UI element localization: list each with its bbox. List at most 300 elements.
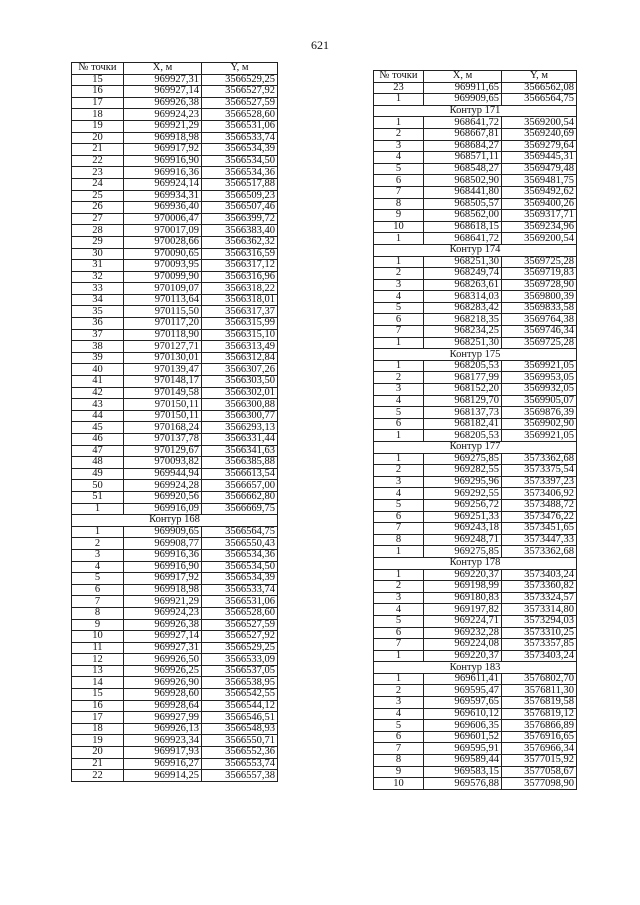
y-coordinate-cell: 3566534,36 xyxy=(202,549,278,561)
y-coordinate-cell: 3569479,48 xyxy=(502,163,577,175)
x-coordinate-cell: 969917,92 xyxy=(124,144,202,156)
y-coordinate-cell: 3566613,54 xyxy=(202,468,278,480)
table-row xyxy=(374,291,577,303)
table-row xyxy=(72,248,278,260)
x-coordinate-cell: 968571,11 xyxy=(424,152,502,164)
point-number-cell: 23 xyxy=(374,82,424,94)
y-coordinate-cell: 3573375,54 xyxy=(502,465,577,477)
table-row xyxy=(72,735,278,747)
point-number-cell: 44 xyxy=(72,410,124,422)
table-row xyxy=(374,175,577,187)
y-coordinate-cell: 3569240,69 xyxy=(502,128,577,140)
point-number-cell: 3 xyxy=(374,476,424,488)
table-row xyxy=(374,407,577,419)
contour-header-row xyxy=(374,105,577,117)
contour-label: Контур 171 xyxy=(374,105,577,117)
table-row xyxy=(374,326,577,338)
y-coordinate-cell: 3569905,07 xyxy=(502,395,577,407)
y-coordinate-cell: 3566528,60 xyxy=(202,109,278,121)
y-coordinate-cell: 3566362,32 xyxy=(202,236,278,248)
table-row xyxy=(72,74,278,86)
y-coordinate-cell: 3569317,71 xyxy=(502,210,577,222)
x-coordinate-cell: 969927,14 xyxy=(124,631,202,643)
table-row xyxy=(72,399,278,411)
point-number-cell: 10 xyxy=(72,631,124,643)
x-coordinate-cell: 969908,77 xyxy=(124,538,202,550)
point-number-cell: 1 xyxy=(72,503,124,515)
table-row xyxy=(374,755,577,767)
point-number-cell: 15 xyxy=(72,689,124,701)
x-coordinate-cell: 970168,24 xyxy=(124,422,202,434)
point-number-cell: 38 xyxy=(72,341,124,353)
table-row xyxy=(72,306,278,318)
table-row xyxy=(374,268,577,280)
table-row xyxy=(374,128,577,140)
x-coordinate-cell: 969275,85 xyxy=(424,453,502,465)
y-coordinate-cell: 3577058,67 xyxy=(502,766,577,778)
y-coordinate-cell: 3569728,90 xyxy=(502,279,577,291)
x-coordinate-cell: 969295,96 xyxy=(424,476,502,488)
table-row xyxy=(72,410,278,422)
y-coordinate-cell: 3566307,26 xyxy=(202,364,278,376)
point-number-cell: 6 xyxy=(374,418,424,430)
point-number-cell: 3 xyxy=(374,279,424,291)
point-number-cell: 19 xyxy=(72,735,124,747)
y-coordinate-cell: 3573324,57 xyxy=(502,592,577,604)
table-row xyxy=(72,677,278,689)
y-coordinate-cell: 3566552,36 xyxy=(202,747,278,759)
y-coordinate-cell: 3569400,26 xyxy=(502,198,577,210)
point-number-cell: 22 xyxy=(72,770,124,782)
table-row xyxy=(374,604,577,616)
point-number-cell: 30 xyxy=(72,248,124,260)
y-coordinate-cell: 3566509,23 xyxy=(202,190,278,202)
x-coordinate-cell: 969927,14 xyxy=(124,86,202,98)
y-coordinate-cell: 3566534,50 xyxy=(202,155,278,167)
y-coordinate-cell: 3566550,71 xyxy=(202,735,278,747)
point-number-cell: 4 xyxy=(374,708,424,720)
x-coordinate-cell: 969916,36 xyxy=(124,167,202,179)
point-number-cell: 21 xyxy=(72,144,124,156)
x-coordinate-cell: 969936,40 xyxy=(124,202,202,214)
point-number-cell: 4 xyxy=(374,395,424,407)
point-number-cell: 5 xyxy=(72,573,124,585)
point-number-cell: 14 xyxy=(72,677,124,689)
y-coordinate-cell: 3569833,58 xyxy=(502,302,577,314)
table-row xyxy=(72,619,278,631)
table-row xyxy=(72,631,278,643)
x-coordinate-cell: 970017,09 xyxy=(124,225,202,237)
table-row xyxy=(374,569,577,581)
y-coordinate-cell: 3566316,96 xyxy=(202,271,278,283)
point-number-cell: 34 xyxy=(72,294,124,306)
table-row xyxy=(72,318,278,330)
table-row xyxy=(72,468,278,480)
table-row xyxy=(72,526,278,538)
y-coordinate-cell: 3566312,84 xyxy=(202,352,278,364)
y-coordinate-cell: 3566315,99 xyxy=(202,318,278,330)
y-coordinate-cell: 3566546,51 xyxy=(202,712,278,724)
x-coordinate-cell: 968234,25 xyxy=(424,326,502,338)
y-coordinate-cell: 3566548,93 xyxy=(202,723,278,735)
y-coordinate-cell: 3566534,39 xyxy=(202,573,278,585)
y-coordinate-cell: 3566531,06 xyxy=(202,596,278,608)
x-coordinate-cell: 969916,90 xyxy=(124,561,202,573)
page-number: 621 xyxy=(311,38,329,52)
x-coordinate-cell: 968441,80 xyxy=(424,186,502,198)
x-coordinate-cell: 969926,38 xyxy=(124,97,202,109)
y-coordinate-cell: 3566316,59 xyxy=(202,248,278,260)
point-number-cell: 7 xyxy=(72,596,124,608)
point-number-cell: 21 xyxy=(72,758,124,770)
contour-label: Контур 183 xyxy=(374,662,577,674)
header-x: X, м xyxy=(424,71,502,83)
point-number-cell: 1 xyxy=(374,546,424,558)
x-coordinate-cell: 969198,99 xyxy=(424,581,502,593)
y-coordinate-cell: 3573488,72 xyxy=(502,499,577,511)
point-number-cell: 1 xyxy=(374,430,424,442)
point-number-cell: 8 xyxy=(72,607,124,619)
point-number-cell: 1 xyxy=(374,117,424,129)
y-coordinate-cell: 3576866,89 xyxy=(502,720,577,732)
table-row xyxy=(374,743,577,755)
point-number-cell: 5 xyxy=(374,615,424,627)
x-coordinate-cell: 969921,29 xyxy=(124,596,202,608)
x-coordinate-cell: 969220,37 xyxy=(424,569,502,581)
contour-header-row xyxy=(374,662,577,674)
point-number-cell: 3 xyxy=(72,549,124,561)
x-coordinate-cell: 969909,65 xyxy=(124,526,202,538)
y-coordinate-cell: 3566302,01 xyxy=(202,387,278,399)
point-number-cell: 4 xyxy=(374,488,424,500)
point-number-cell: 28 xyxy=(72,225,124,237)
table-row xyxy=(374,221,577,233)
y-coordinate-cell: 3566341,63 xyxy=(202,445,278,457)
point-number-cell: 50 xyxy=(72,480,124,492)
table-row xyxy=(374,140,577,152)
y-coordinate-cell: 3566534,36 xyxy=(202,167,278,179)
contour-header-row xyxy=(72,515,278,527)
table-row xyxy=(72,283,278,295)
table-row xyxy=(374,186,577,198)
y-coordinate-cell: 3566527,59 xyxy=(202,97,278,109)
y-coordinate-cell: 3569876,39 xyxy=(502,407,577,419)
point-number-cell: 10 xyxy=(374,778,424,790)
point-number-cell: 36 xyxy=(72,318,124,330)
x-coordinate-cell: 970127,71 xyxy=(124,341,202,353)
point-number-cell: 39 xyxy=(72,352,124,364)
table-row xyxy=(374,279,577,291)
point-number-cell: 25 xyxy=(72,190,124,202)
y-coordinate-cell: 3569725,28 xyxy=(502,337,577,349)
x-coordinate-cell: 968641,72 xyxy=(424,233,502,245)
point-number-cell: 24 xyxy=(72,178,124,190)
header-point-number: № точки xyxy=(72,63,124,75)
point-number-cell: 2 xyxy=(374,465,424,477)
point-number-cell: 45 xyxy=(72,422,124,434)
x-coordinate-cell: 969927,31 xyxy=(124,74,202,86)
point-number-cell: 2 xyxy=(72,538,124,550)
point-number-cell: 3 xyxy=(374,384,424,396)
table-row xyxy=(72,376,278,388)
table-row xyxy=(374,766,577,778)
point-number-cell: 1 xyxy=(374,650,424,662)
x-coordinate-cell: 970129,67 xyxy=(124,445,202,457)
table-row xyxy=(72,236,278,248)
x-coordinate-cell: 968251,30 xyxy=(424,337,502,349)
table-row xyxy=(374,546,577,558)
table-row xyxy=(72,260,278,272)
x-coordinate-cell: 969275,85 xyxy=(424,546,502,558)
x-coordinate-cell: 968684,27 xyxy=(424,140,502,152)
table-row xyxy=(72,445,278,457)
y-coordinate-cell: 3566562,08 xyxy=(502,82,577,94)
table-row xyxy=(374,384,577,396)
x-coordinate-cell: 969589,44 xyxy=(424,755,502,767)
table-row xyxy=(374,581,577,593)
table-row xyxy=(374,534,577,546)
point-number-cell: 8 xyxy=(374,534,424,546)
x-coordinate-cell: 968129,70 xyxy=(424,395,502,407)
contour-label: Контур 174 xyxy=(374,244,577,256)
y-coordinate-cell: 3566529,25 xyxy=(202,642,278,654)
table-row xyxy=(72,596,278,608)
table-row xyxy=(72,132,278,144)
contour-header-row xyxy=(374,244,577,256)
x-coordinate-cell: 969251,33 xyxy=(424,511,502,523)
point-number-cell: 41 xyxy=(72,376,124,388)
x-coordinate-cell: 969917,92 xyxy=(124,573,202,585)
x-coordinate-cell: 969926,90 xyxy=(124,677,202,689)
point-number-cell: 8 xyxy=(374,198,424,210)
x-coordinate-cell: 969180,83 xyxy=(424,592,502,604)
y-coordinate-cell: 3573310,25 xyxy=(502,627,577,639)
table-row xyxy=(72,758,278,770)
table-row xyxy=(374,152,577,164)
point-number-cell: 1 xyxy=(374,360,424,372)
y-coordinate-cell: 3566507,46 xyxy=(202,202,278,214)
y-coordinate-cell: 3573403,24 xyxy=(502,650,577,662)
table-row xyxy=(374,360,577,372)
point-number-cell: 4 xyxy=(374,604,424,616)
x-coordinate-cell: 969924,23 xyxy=(124,109,202,121)
point-number-cell: 6 xyxy=(72,584,124,596)
x-coordinate-cell: 969916,90 xyxy=(124,155,202,167)
table-row xyxy=(374,511,577,523)
point-number-cell: 2 xyxy=(374,581,424,593)
table-row xyxy=(374,778,577,790)
y-coordinate-cell: 3577015,92 xyxy=(502,755,577,767)
x-coordinate-cell: 969944,94 xyxy=(124,468,202,480)
point-number-cell: 5 xyxy=(374,499,424,511)
x-coordinate-cell: 970117,20 xyxy=(124,318,202,330)
point-number-cell: 33 xyxy=(72,283,124,295)
x-coordinate-cell: 969292,55 xyxy=(424,488,502,500)
x-coordinate-cell: 969920,56 xyxy=(124,491,202,503)
y-coordinate-cell: 3569445,31 xyxy=(502,152,577,164)
x-coordinate-cell: 969923,34 xyxy=(124,735,202,747)
y-coordinate-cell: 3566533,09 xyxy=(202,654,278,666)
x-coordinate-cell: 970150,11 xyxy=(124,410,202,422)
header-y: Y, м xyxy=(202,63,278,75)
table-row xyxy=(374,314,577,326)
table-row xyxy=(374,650,577,662)
table-row xyxy=(374,337,577,349)
table-header-row xyxy=(72,63,278,75)
table-row xyxy=(72,434,278,446)
point-number-cell: 19 xyxy=(72,120,124,132)
y-coordinate-cell: 3566317,37 xyxy=(202,306,278,318)
point-number-cell: 16 xyxy=(72,86,124,98)
x-coordinate-cell: 968562,00 xyxy=(424,210,502,222)
point-number-cell: 9 xyxy=(374,210,424,222)
point-number-cell: 5 xyxy=(374,163,424,175)
x-coordinate-cell: 969601,52 xyxy=(424,731,502,743)
table-row xyxy=(72,86,278,98)
x-coordinate-cell: 968251,30 xyxy=(424,256,502,268)
point-number-cell: 3 xyxy=(374,592,424,604)
table-row xyxy=(72,607,278,619)
x-coordinate-cell: 968218,35 xyxy=(424,314,502,326)
table-row xyxy=(72,167,278,179)
point-number-cell: 42 xyxy=(72,387,124,399)
x-coordinate-cell: 970099,90 xyxy=(124,271,202,283)
table-row xyxy=(72,770,278,782)
table-row xyxy=(72,700,278,712)
x-coordinate-cell: 969911,65 xyxy=(424,82,502,94)
point-number-cell: 51 xyxy=(72,491,124,503)
y-coordinate-cell: 3566538,95 xyxy=(202,677,278,689)
x-coordinate-cell: 969595,47 xyxy=(424,685,502,697)
x-coordinate-cell: 969934,31 xyxy=(124,190,202,202)
table-row xyxy=(374,673,577,685)
table-row xyxy=(72,178,278,190)
y-coordinate-cell: 3573447,33 xyxy=(502,534,577,546)
table-row xyxy=(72,329,278,341)
y-coordinate-cell: 3566527,92 xyxy=(202,86,278,98)
point-number-cell: 1 xyxy=(374,94,424,106)
table-row xyxy=(374,163,577,175)
table-row xyxy=(374,210,577,222)
y-coordinate-cell: 3569200,54 xyxy=(502,233,577,245)
point-number-cell: 12 xyxy=(72,654,124,666)
point-number-cell: 35 xyxy=(72,306,124,318)
point-number-cell: 37 xyxy=(72,329,124,341)
x-coordinate-cell: 968502,90 xyxy=(424,175,502,187)
table-row xyxy=(72,457,278,469)
table-header-row xyxy=(374,71,577,83)
point-number-cell: 6 xyxy=(374,511,424,523)
table-row xyxy=(72,387,278,399)
point-number-cell: 22 xyxy=(72,155,124,167)
table-row xyxy=(374,372,577,384)
y-coordinate-cell: 3566542,55 xyxy=(202,689,278,701)
table-row xyxy=(72,97,278,109)
y-coordinate-cell: 3566293,13 xyxy=(202,422,278,434)
point-number-cell: 1 xyxy=(374,233,424,245)
table-row xyxy=(374,117,577,129)
x-coordinate-cell: 968618,15 xyxy=(424,221,502,233)
x-coordinate-cell: 968505,57 xyxy=(424,198,502,210)
table-row xyxy=(374,708,577,720)
coordinates-table-right xyxy=(373,70,577,790)
point-number-cell: 26 xyxy=(72,202,124,214)
y-coordinate-cell: 3569953,05 xyxy=(502,372,577,384)
point-number-cell: 1 xyxy=(374,453,424,465)
table-row xyxy=(72,538,278,550)
x-coordinate-cell: 968314,03 xyxy=(424,291,502,303)
point-number-cell: 2 xyxy=(374,372,424,384)
point-number-cell: 6 xyxy=(374,627,424,639)
table-row xyxy=(72,422,278,434)
point-number-cell: 4 xyxy=(72,561,124,573)
x-coordinate-cell: 968548,27 xyxy=(424,163,502,175)
x-coordinate-cell: 969909,65 xyxy=(424,94,502,106)
point-number-cell: 18 xyxy=(72,723,124,735)
x-coordinate-cell: 970090,65 xyxy=(124,248,202,260)
point-number-cell: 48 xyxy=(72,457,124,469)
y-coordinate-cell: 3566527,59 xyxy=(202,619,278,631)
y-coordinate-cell: 3576802,70 xyxy=(502,673,577,685)
x-coordinate-cell: 969921,29 xyxy=(124,120,202,132)
point-number-cell: 7 xyxy=(374,743,424,755)
point-number-cell: 6 xyxy=(374,314,424,326)
x-coordinate-cell: 970115,50 xyxy=(124,306,202,318)
y-coordinate-cell: 3566533,74 xyxy=(202,132,278,144)
y-coordinate-cell: 3566657,00 xyxy=(202,480,278,492)
table-row xyxy=(374,198,577,210)
x-coordinate-cell: 969918,98 xyxy=(124,132,202,144)
point-number-cell: 17 xyxy=(72,712,124,724)
x-coordinate-cell: 968177,99 xyxy=(424,372,502,384)
x-coordinate-cell: 968182,41 xyxy=(424,418,502,430)
x-coordinate-cell: 969611,41 xyxy=(424,673,502,685)
table-row xyxy=(72,341,278,353)
contour-header-row xyxy=(374,349,577,361)
table-row xyxy=(374,418,577,430)
x-coordinate-cell: 970139,47 xyxy=(124,364,202,376)
x-coordinate-cell: 970113,64 xyxy=(124,294,202,306)
point-number-cell: 32 xyxy=(72,271,124,283)
x-coordinate-cell: 968249,74 xyxy=(424,268,502,280)
point-number-cell: 17 xyxy=(72,97,124,109)
point-number-cell: 40 xyxy=(72,364,124,376)
y-coordinate-cell: 3573451,65 xyxy=(502,523,577,535)
y-coordinate-cell: 3573476,22 xyxy=(502,511,577,523)
y-coordinate-cell: 3569719,83 xyxy=(502,268,577,280)
x-coordinate-cell: 969597,65 xyxy=(424,697,502,709)
y-coordinate-cell: 3569481,75 xyxy=(502,175,577,187)
x-coordinate-cell: 970118,90 xyxy=(124,329,202,341)
point-number-cell: 46 xyxy=(72,434,124,446)
point-number-cell: 1 xyxy=(374,673,424,685)
x-coordinate-cell: 969583,15 xyxy=(424,766,502,778)
table-row xyxy=(72,225,278,237)
table-row xyxy=(374,499,577,511)
table-row xyxy=(374,256,577,268)
x-coordinate-cell: 969924,14 xyxy=(124,178,202,190)
table-row xyxy=(72,723,278,735)
table-row xyxy=(72,190,278,202)
table-row xyxy=(72,120,278,132)
table-row xyxy=(72,480,278,492)
y-coordinate-cell: 3566564,75 xyxy=(502,94,577,106)
contour-header-row xyxy=(374,557,577,569)
x-coordinate-cell: 969928,60 xyxy=(124,689,202,701)
y-coordinate-cell: 3573357,85 xyxy=(502,639,577,651)
point-number-cell: 18 xyxy=(72,109,124,121)
table-row xyxy=(374,697,577,709)
